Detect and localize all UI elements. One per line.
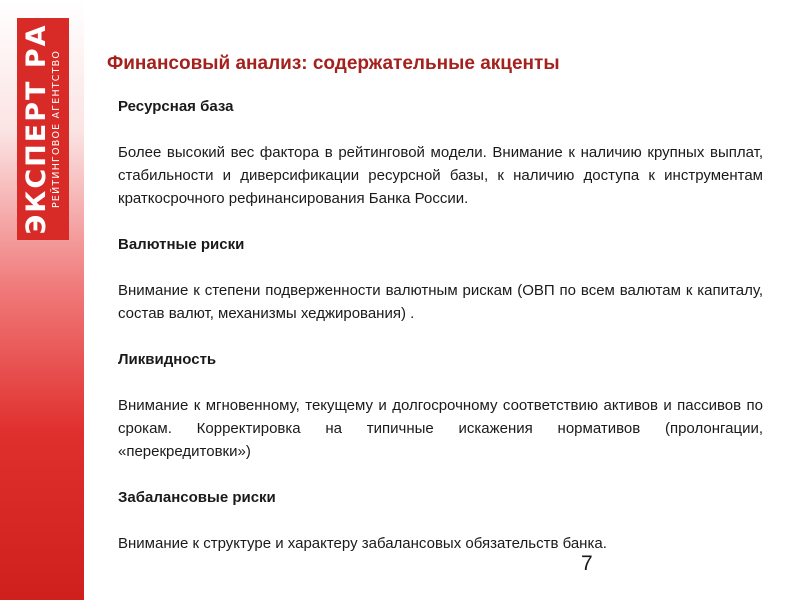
section-heading-liquidity: Ликвидность [118,351,217,368]
slide-content [118,95,763,555]
section-heading-resource-base: Ресурсная база [118,98,234,115]
logo-main-text: ЭКСПЕРТ РА [21,23,52,235]
section-heading-currency-risks: Валютные риски [118,236,245,253]
expert-ra-logo [17,18,69,240]
spacer [118,118,763,141]
section-body-resource-base: Более высокий вес фактора в рейтинговой модели. Внимание к наличию крупных выплат, стабильности и диверсификации ресурсной базы, к наличию доступа к инструментам краткосрочного рефинансирования Банка России. [118,144,763,207]
logo-sub-text: РЕЙТИНГОВОЕ АГЕНТСТВО [51,49,62,209]
slide-title: Финансовый анализ: содержательные акценты [107,53,560,74]
spacer [118,463,763,486]
logo-text-group [19,20,67,238]
section-body-off-balance-risks: Внимание к структуре и характеру забалансовых обязательств банка. [118,535,607,552]
spacer [118,371,763,394]
spacer [118,256,763,279]
section-body-liquidity: Внимание к мгновенному, текущему и долгосрочному соответствию активов и пассивов по срокам. Корректировка на типичные искажения нормативов (пролонгации, «перекредитовки») [118,397,763,460]
page-number: 7 [581,552,593,575]
spacer [118,509,763,532]
spacer [118,325,763,348]
section-body-currency-risks: Внимание к степени подверженности валютным рискам (ОВП по всем валютам к капиталу, состав валют, механизмы хеджирования) . [118,282,763,322]
spacer [118,210,763,233]
section-heading-off-balance-risks: Забалансовые риски [118,489,276,506]
